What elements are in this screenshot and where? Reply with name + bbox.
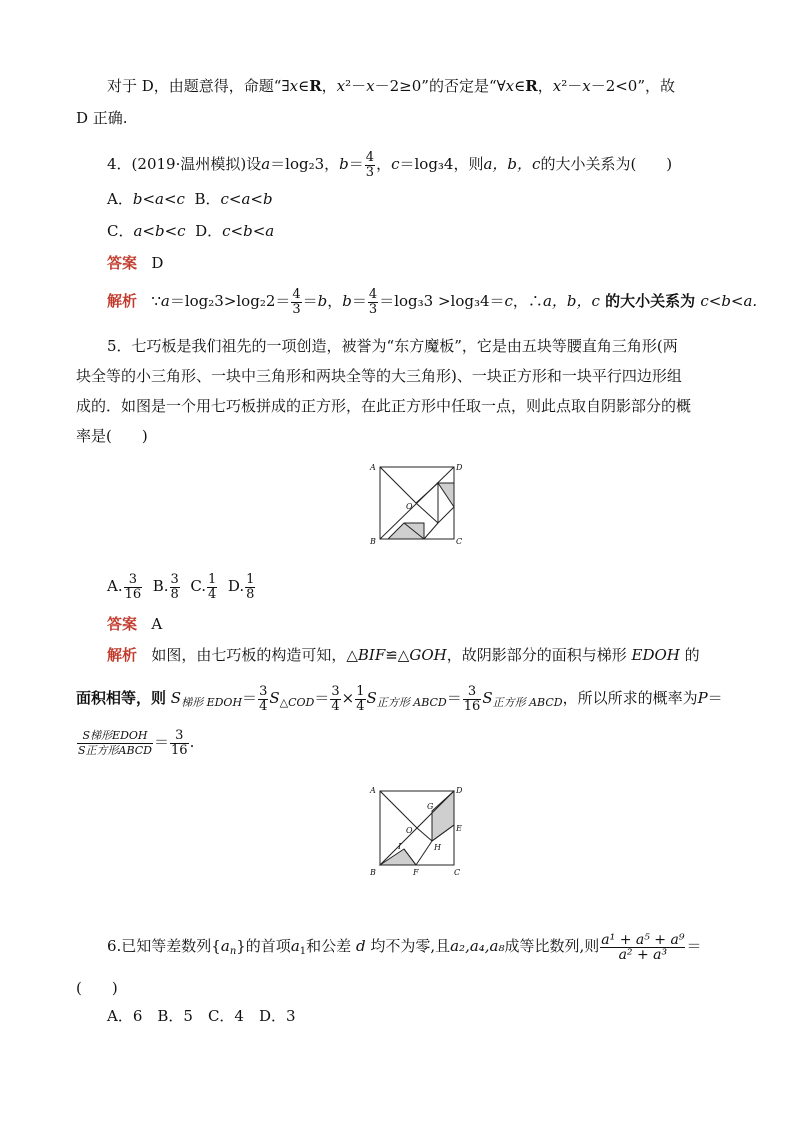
var: b	[342, 292, 352, 310]
answer-label: 答案	[107, 615, 138, 633]
option-a-fraction	[124, 573, 143, 602]
vars: a，b，c	[483, 155, 541, 173]
solution-label: 解析	[107, 292, 138, 310]
text: 如图，由七巧板的构造可知，△	[151, 646, 358, 664]
label-a: A	[370, 463, 376, 472]
denominator: S正方形ABCD	[78, 743, 153, 757]
q5-stem-line2: 块全等的小三角形、一块中三角形和两块全等的大三角形)、一块正方形和一块平行四边形组	[76, 367, 682, 385]
q6-stem	[107, 926, 701, 972]
label-g: G	[427, 802, 434, 811]
denominator: 4	[356, 698, 365, 714]
numerator: 1	[208, 571, 217, 587]
q5-answer	[107, 614, 162, 634]
numerator: 1	[246, 571, 255, 587]
numerator: 3	[331, 683, 340, 699]
text: 6.已知等差数列{	[107, 937, 221, 955]
text: .	[189, 733, 195, 751]
text: ＝	[314, 689, 330, 707]
numerator: 4	[368, 286, 378, 302]
triangle-name: BIF	[357, 646, 386, 664]
label-o: O	[406, 826, 413, 835]
var: d	[355, 937, 366, 955]
option-b-label: B.	[152, 577, 169, 595]
fraction	[291, 288, 301, 317]
text: 的	[684, 646, 700, 664]
text: ，	[376, 155, 392, 173]
text: 和公差	[306, 937, 352, 955]
q5-solution-line2	[76, 680, 723, 721]
denominator: 3	[368, 301, 378, 317]
text: 成等比数列,则	[504, 937, 600, 955]
var: c	[391, 155, 400, 173]
seg-o-h	[416, 503, 438, 523]
q3-conclusion-line2: D 正确.	[76, 109, 128, 127]
text: 的大小关系为( )	[540, 155, 673, 173]
var: S	[269, 689, 280, 707]
q4-stem	[107, 148, 672, 180]
subscript: 正方形 ABCD	[492, 696, 563, 709]
text: }的首项	[236, 937, 291, 955]
text: ，	[321, 77, 337, 95]
numerator: 3	[175, 727, 184, 743]
var: x	[552, 77, 562, 95]
text: 的大小关系为	[599, 292, 701, 310]
denominator: 16	[463, 698, 481, 714]
answer-value: D	[151, 254, 164, 272]
vars: a₂,a₄,a₈	[450, 937, 505, 955]
text: ＝log₂3，	[270, 155, 340, 173]
fraction	[355, 685, 365, 714]
var: a	[290, 937, 300, 955]
text: 均不为零,且	[370, 937, 451, 955]
probability-fraction	[77, 729, 153, 758]
var: a	[220, 937, 230, 955]
text: ∈	[298, 77, 310, 95]
option-d-label: D．	[195, 222, 223, 240]
var: S	[170, 689, 182, 707]
label-c: C	[456, 537, 463, 545]
label-c: C	[454, 868, 461, 877]
var: a	[160, 292, 170, 310]
var: x	[582, 77, 591, 95]
option-d-fraction	[245, 573, 255, 602]
var: x	[366, 77, 375, 95]
q5-solution-line3	[76, 724, 194, 760]
seg-f-h	[416, 841, 432, 865]
var: b	[339, 155, 349, 173]
text: ＝	[707, 689, 723, 707]
option-c-label: C．	[107, 222, 134, 240]
denominator: 8	[246, 586, 255, 602]
denominator: 3	[292, 301, 301, 317]
option-c: a<b<c	[133, 222, 186, 240]
q5-stem-line1: 5．七巧板是我们祖先的一项创造，被誉为“东方魔板”，它是由五块等腰直角三角形(两	[107, 337, 678, 355]
label-e: E	[456, 824, 462, 833]
numerator: 4	[292, 286, 301, 302]
numerator: 3	[170, 571, 179, 587]
text: ＝	[446, 689, 462, 707]
option-c-label: C.	[190, 577, 207, 595]
tangram-figure-2-svg	[368, 783, 468, 879]
q4-solution	[107, 284, 757, 318]
times: ×	[341, 689, 355, 707]
fraction	[170, 729, 189, 758]
text: ，∴	[512, 292, 543, 310]
diag-a-o	[380, 791, 417, 828]
result: c<b<a.	[700, 292, 758, 310]
text: ＝log₃4，则	[399, 155, 484, 173]
tangram-figure-1-svg	[368, 461, 468, 545]
ratio-fraction	[600, 933, 685, 962]
option-c-fraction	[207, 573, 217, 602]
trapezoid-name: EDOH	[631, 646, 680, 664]
denominator: 16	[124, 586, 142, 602]
numerator: 1	[356, 683, 365, 699]
text: ＝log₃3 >log₃4＝	[379, 292, 505, 310]
q3-conclusion-line1	[107, 76, 675, 96]
tangram-figure-2	[368, 783, 468, 879]
denominator: 4	[259, 698, 268, 714]
q5-stem-line3: 成的．如图是一个用七巧板拼成的正方形，在此正方形中任取一点，则此点取自阴影部分的概	[76, 397, 692, 415]
q5-stem-line4: 率是( )	[76, 427, 148, 445]
var: c	[504, 292, 513, 310]
label-d: D	[456, 463, 463, 472]
q5-solution-line1	[107, 645, 700, 665]
option-b-fraction	[170, 573, 180, 602]
seg-o-h	[417, 828, 432, 841]
option-d-label: D.	[227, 577, 245, 595]
fraction	[463, 685, 482, 714]
numerator: 3	[128, 571, 138, 587]
subscript: △COD	[279, 696, 315, 709]
seg-h-e	[438, 507, 454, 523]
subscript: 正方形 ABCD	[376, 696, 447, 709]
seg-o-g	[416, 483, 438, 503]
q5-options	[107, 566, 256, 606]
text: ，	[327, 292, 343, 310]
var: x	[289, 77, 299, 95]
triangle-name: GOH	[409, 646, 447, 664]
text: ∈	[514, 77, 526, 95]
numerator: 3	[467, 683, 477, 699]
text: ≌△	[385, 646, 410, 664]
subscript: 梯形 EDOH	[181, 696, 243, 709]
option-a-label: A.	[107, 577, 123, 595]
text: ，故阴影部分的面积与梯形	[446, 646, 627, 664]
option-a-label: A．	[107, 190, 133, 208]
shaded-triangle	[438, 483, 454, 507]
text: ＝	[154, 733, 170, 751]
q4-answer	[107, 253, 163, 273]
var: b	[317, 292, 328, 310]
text: 面积相等，则	[76, 689, 167, 707]
fraction	[330, 685, 340, 714]
fraction	[368, 288, 378, 317]
vars: a，b，c	[542, 292, 600, 310]
numerator: 4	[365, 149, 375, 165]
answer-label: 答案	[107, 254, 138, 272]
denominator: 4	[331, 698, 340, 714]
label-d: D	[456, 786, 463, 795]
text: ，所以所求的概率为	[562, 689, 698, 707]
denominator: a² + a³	[600, 947, 685, 962]
text: 对于 D，由题意得，命题“∃	[107, 77, 290, 95]
text: ＝log₂3>log₂2＝	[169, 292, 291, 310]
var: x	[505, 77, 515, 95]
denominator: 3	[365, 164, 375, 180]
numerator: a¹ + a⁵ + a⁹	[601, 931, 685, 948]
var: a	[261, 155, 271, 173]
label-f: F	[413, 868, 419, 877]
var: x	[336, 77, 346, 95]
q4-options-ab	[107, 189, 273, 209]
label-h: H	[434, 843, 441, 852]
subscript: 1	[299, 946, 307, 957]
var: S	[482, 689, 493, 707]
q4-options-cd	[107, 221, 274, 241]
text: ＝	[348, 155, 364, 173]
text: ∵	[151, 292, 161, 310]
option-a: b<a<c	[132, 190, 185, 208]
denominator: 4	[208, 586, 217, 602]
seg-f-h	[424, 523, 438, 539]
numerator: 3	[259, 683, 268, 699]
text: ²－	[345, 77, 367, 95]
label-b: B	[370, 537, 376, 545]
real-set: R	[525, 77, 538, 95]
answer-value: A	[151, 615, 163, 633]
diag-a-o	[380, 467, 416, 503]
text: ²－	[561, 77, 583, 95]
subscript: n	[229, 946, 237, 957]
text: ＝	[686, 937, 702, 955]
label-a: A	[370, 786, 376, 795]
option-b-label: B．	[194, 190, 221, 208]
label-b: B	[370, 868, 376, 877]
text: ＝	[242, 689, 258, 707]
label-i: I	[398, 842, 402, 851]
text: －2<0”，故	[590, 77, 676, 95]
real-set: R	[309, 77, 322, 95]
tangram-figure-1	[368, 461, 468, 545]
text: 4．(2019·温州模拟)设	[107, 155, 262, 173]
text: ＝	[302, 292, 318, 310]
text: ，	[537, 77, 553, 95]
option-d: c<b<a	[222, 222, 275, 240]
var: P	[697, 689, 708, 707]
label-o: O	[406, 502, 413, 511]
solution-label: 解析	[107, 646, 138, 664]
denominator: 8	[170, 586, 179, 602]
numerator: S梯形EDOH	[82, 728, 148, 742]
q6-paren: ( )	[76, 979, 118, 997]
option-b: c<a<b	[220, 190, 273, 208]
text: ＝	[351, 292, 367, 310]
fraction	[365, 151, 375, 180]
fraction	[258, 685, 268, 714]
q6-options: A．6 B．5 C．4 D．3	[107, 1007, 296, 1025]
text: －2≥0”的否定是“∀	[374, 77, 506, 95]
denominator: 16	[171, 742, 188, 758]
var: S	[366, 689, 377, 707]
